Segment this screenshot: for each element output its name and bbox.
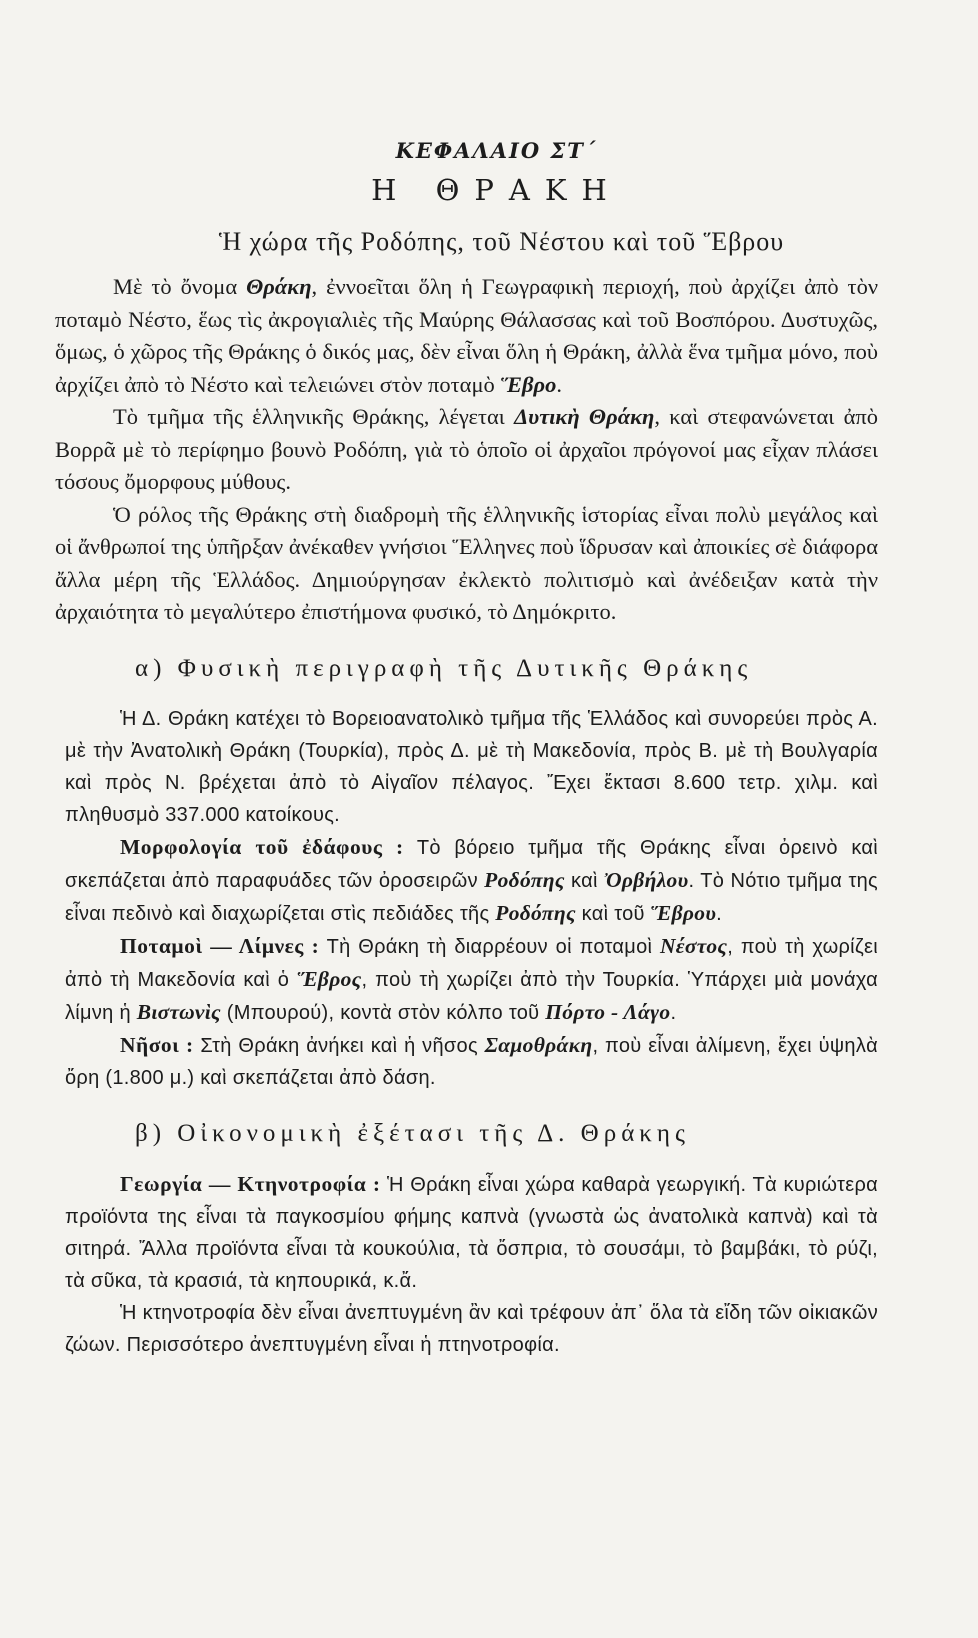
livestock-paragraph: Ἡ κτηνοτροφία δὲν εἶναι ἀνεπτυγμένη ἂν καὶ τρέφουν ἀπ᾽ ὅλα τὰ εἴδη τῶν οἰκιακῶν ζώων. Περισσότερο ἀνεπτυγμένη εἶναι ἡ πτηνοτροφία. (65, 1301, 878, 1356)
chapter-label: ΚΕΦΑΛΑΙΟ ΣΤ΄ (395, 138, 598, 163)
section-b-heading: β) Οἰκονομικὴ ἐξέτασι τῆς Δ. Θράκης (135, 1119, 690, 1147)
term-west-thrace: Δυτικὴ Θράκη (514, 404, 655, 429)
rivers-term: Ποταμοὶ — Λίμνες : (120, 933, 320, 958)
morphology-term: Μορφολογία τοῦ ἐδάφους : (120, 834, 404, 859)
intro-paragraph-2: Τὸ τμῆμα τῆς ἑλληνικῆς Θράκης, λέγεται Δυτικὴ Θράκη, καὶ στεφανώνεται ἀπὸ Βορρᾶ μὲ τὸ περίφημο βουνὸ Ροδόπη, γιὰ τὸ ὁποῖο οἱ ἀρχαῖοι πρόγονοί μας εἶχαν πλάσει τόσους ὄμορφους μύθους. (55, 404, 878, 494)
agriculture-paragraph: Γεωργία — Κτηνοτροφία : Ἡ Θράκη εἶναι χώρα καθαρὰ γεωργική. Τὰ κυριώτερα προϊόντα της εἶναι τὰ παγκοσμίου φήμης καπνὰ (γνωστὰ ὡς ἀνατολικὰ καπνὰ) καὶ τὰ σιτηρά. Ἄλλα προϊόντα εἶναι τὰ κουκούλια, τὰ ὄσπρια, τὸ σουσάμι, τὸ βαμβάκι, τὸ ρύζι, τὰ σῦκα, τὰ κρασιά, τὰ κηπουρικά, κ.ἄ. (65, 1171, 878, 1292)
book-page (0, 138, 978, 1638)
rivers-paragraph: Ποταμοὶ — Λίμνες : Τὴ Θράκη τὴ διαρρέουν οἱ ποταμοὶ Νέστος, ποὺ τὴ χωρίζει ἀπὸ τὴ Μακεδονία καὶ ὁ Ἕβρος, ποὺ τὴ χωρίζει ἀπὸ τὴν Τουρκία. Ὑπάρχει μιὰ μονάχα λίμνη ἡ Βιστωνὶς (Μπουρού), κοντὰ στὸν κόλπο τοῦ Πόρτο - Λάγο. (65, 933, 879, 1024)
intro-paragraph-3: Ὁ ρόλος τῆς Θράκης στὴ διαδρομὴ τῆς ἑλληνικῆς ἱστορίας εἶναι πολὺ μεγάλος καὶ οἱ ἄνθρωποί της ὑπῆρξαν ἀνέκαθεν γνήσιοι Ἕλληνες ποὺ ἵδρυσαν καὶ ἀποικίες σὲ διάφορα ἄλλα μέρη τῆς Ἑλλάδος. Δημιούργησαν ἐκλεκτὸ πολιτισμὸ καὶ ἀνέδειξαν κατὰ τὴν ἀρχαιότητα τὸ μεγαλύτερο ἐπιστήμονα φυσικό, τὸ Δημόκριτο. (55, 501, 878, 624)
chapter-subtitle: Ἡ χώρα τῆς Ροδόπης, τοῦ Νέστου καὶ τοῦ Ἕβρου (218, 227, 785, 256)
term-evros: Ἕβρο (500, 371, 557, 397)
morphology-paragraph: Μορφολογία τοῦ ἐδάφους : Τὸ βόρειο τμῆμα τῆς Θράκης εἶναι ὀρεινὸ καὶ σκεπάζεται ἀπὸ παραφυάδες τῶν ὀροσειρῶν Ροδόπης καὶ Ὀρβήλου. Τὸ Νότιο τμῆμα της εἶναι πεδινὸ καὶ διαχωρίζεται στὶς πεδιάδες τῆς Ροδόπης καὶ τοῦ Ἕβρου. (65, 834, 879, 925)
intro-paragraph-1: Μὲ τὸ ὄνομα Θράκη, ἐννοεῖται ὅλη ἡ Γεωγραφικὴ περιοχή, ποὺ ἀρχίζει ἀπὸ τὸν ποταμὸ Νέστο, ἕως τὶς ἀκρογιαλιὲς τῆς Μαύρης Θάλασσας καὶ τοῦ Βοσπόρου. Δυστυχῶς, ὅμως, ὁ χῶρος τῆς Θράκης ὁ δικός μας, δὲν εἶναι ὅλη ἡ Θράκη, ἀλλὰ ἕνα τμῆμα μόνο, ποὺ ἀρχίζει ἀπὸ τὸ Νέστο καὶ τελειώνει στὸν ποταμὸ Ἕβρο. (55, 274, 879, 397)
agriculture-term: Γεωργία — Κτηνοτροφία : (120, 1171, 381, 1196)
section-a-heading: α) Φυσικὴ περιγραφὴ τῆς Δυτικῆς Θράκης (135, 654, 753, 682)
islands-term: Νῆσοι : (120, 1032, 194, 1057)
section-a-paragraph-1: Ἡ Δ. Θράκη κατέχει τὸ Βορειοανατολικὸ τμῆμα τῆς Ἑλλάδος καὶ συνορεύει πρὸς Α. μὲ τὴν Ἀνατολικὴ Θράκη (Τουρκία), πρὸς Δ. μὲ τὴ Μακεδονία, πρὸς Β. μὲ τὴ Βουλγαρία καὶ πρὸς Ν. βρέχεται ἀπὸ τὸ Αἰγαῖον πέλαγος. Ἔχει ἔκτασι 8.600 τετρ. χιλμ. καὶ πληθυσμὸ 337.000 κατοίκους. (65, 707, 878, 826)
page-title: Η ΘΡΑΚΗ (371, 173, 622, 207)
islands-paragraph: Νῆσοι : Στὴ Θράκη ἀνήκει καὶ ἡ νῆσος Σαμοθράκη, ποὺ εἶναι ἀλίμενη, ἔχει ὑψηλὰ ὄρη (1.800 μ.) καὶ σκεπάζεται ἀπὸ δάση. (65, 1032, 878, 1089)
term-thrace: Θράκη (246, 274, 312, 299)
